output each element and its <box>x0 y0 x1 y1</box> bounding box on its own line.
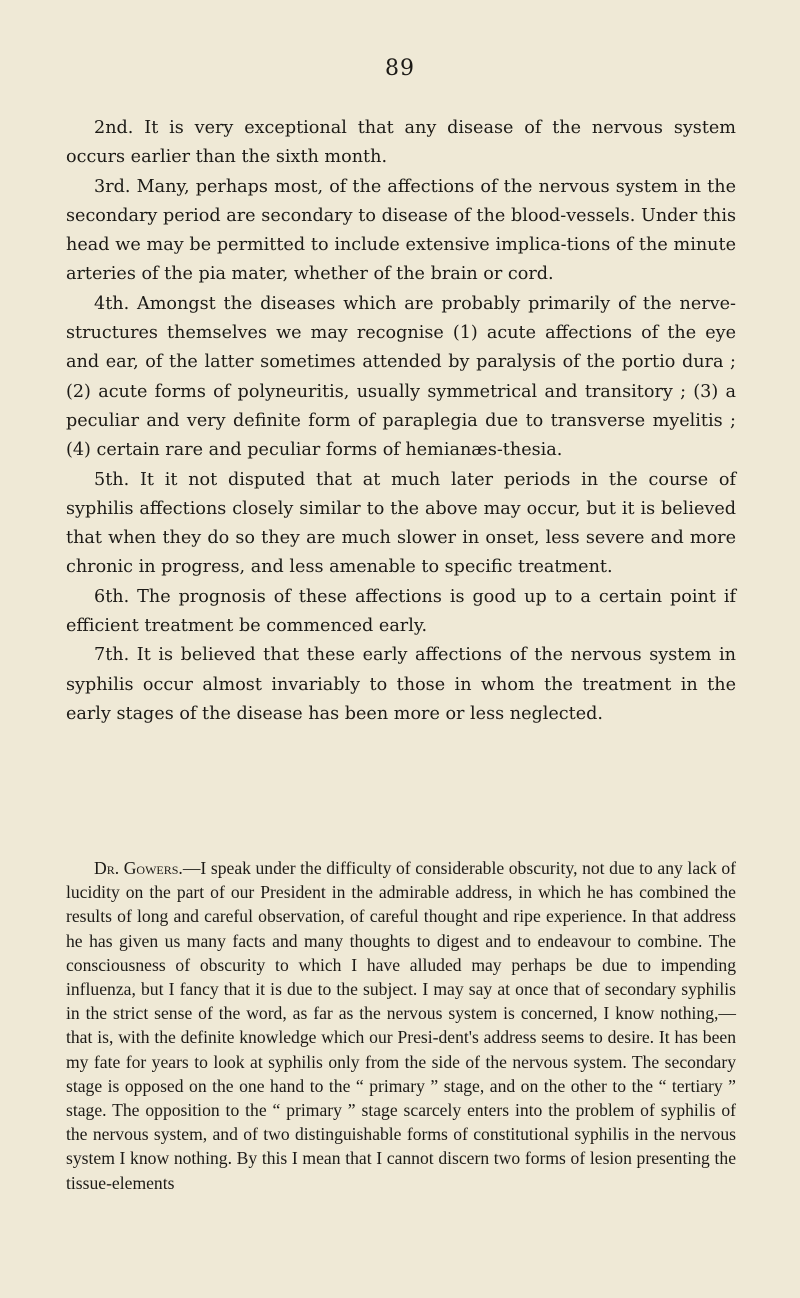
discussion-text: —I speak under the difficulty of considerable obscurity, not due to any lack of lucidity on the part of our President in the admirable address, in which he has combined the results of long and careful observation, of careful thought and ripe experience. In that address he has given us many facts and many thoughts to digest and to endeavour to combine. The consciousness of obscurity to which I have alluded may perhaps be due to impending influenza, but I fancy that it is due to the subject. I may say at once that of secondary syphilis in the strict sense of the word, as far as the nervous system is concerned, I know nothing,—that is, with the definite knowledge which our Presi-dent's address seems to desire. It has been my fate for years to look at syphilis only from the side of the nervous system. The secondary stage is opposed on the one hand to the “ primary ” stage, and on the other to the “ tertiary ” stage. The opposition to the “ primary ” stage scarcely enters into the problem of syphilis of the nervous system, and of two distinguishable forms of constitutional syphilis in the nervous system I know nothing. By this I mean that I cannot discern two forms of lesion presenting the tissue-elements <box>66 858 736 1193</box>
discussion-paragraph <box>66 856 736 1195</box>
speaker-name: Dr. Gowers. <box>94 858 183 878</box>
conclusion-paragraph: 3rd. Many, perhaps most, of the affections of the nervous system in the secondary period are secondary to disease of the blood-vessels. Under this head we may be permitted to include extensive implica-tions of the minute arteries of the pia mater, whether of the brain or cord. <box>66 176 736 285</box>
discussion-section <box>66 856 736 1195</box>
conclusion-paragraph: 2nd. It is very exceptional that any disease of the nervous system occurs earlier than the sixth month. <box>66 118 736 168</box>
page-number: 89 <box>385 56 415 81</box>
conclusion-paragraph: 7th. It is believed that these early affections of the nervous system in syphilis occur almost invariably to those in whom the treatment in the early stages of the disease has been more or less neglected. <box>66 645 736 724</box>
conclusions-list <box>66 114 736 729</box>
conclusion-paragraph: 6th. The prognosis of these affections is good up to a certain point if efficient treatment be commenced early. <box>66 586 736 637</box>
conclusion-paragraph: 4th. Amongst the diseases which are probably primarily of the nerve-structures themselves we may recognise (1) acute affections of the eye and ear, of the latter sometimes attended by paralysis of the portio dura ; (2) acute forms of polyneuritis, usually symmetrical and transitory ; (3) a peculiar and very definite form of paraplegia due to transverse myelitis ; (4) certain rare and peculiar forms of hemianæs-thesia. <box>66 293 736 461</box>
conclusion-paragraph: 5th. It it not disputed that at much later periods in the course of syphilis affections closely similar to the above may occur, but it is believed that when they do so they are much slower in onset, less severe and more chronic in progress, and less amenable to specific treatment. <box>66 469 736 578</box>
